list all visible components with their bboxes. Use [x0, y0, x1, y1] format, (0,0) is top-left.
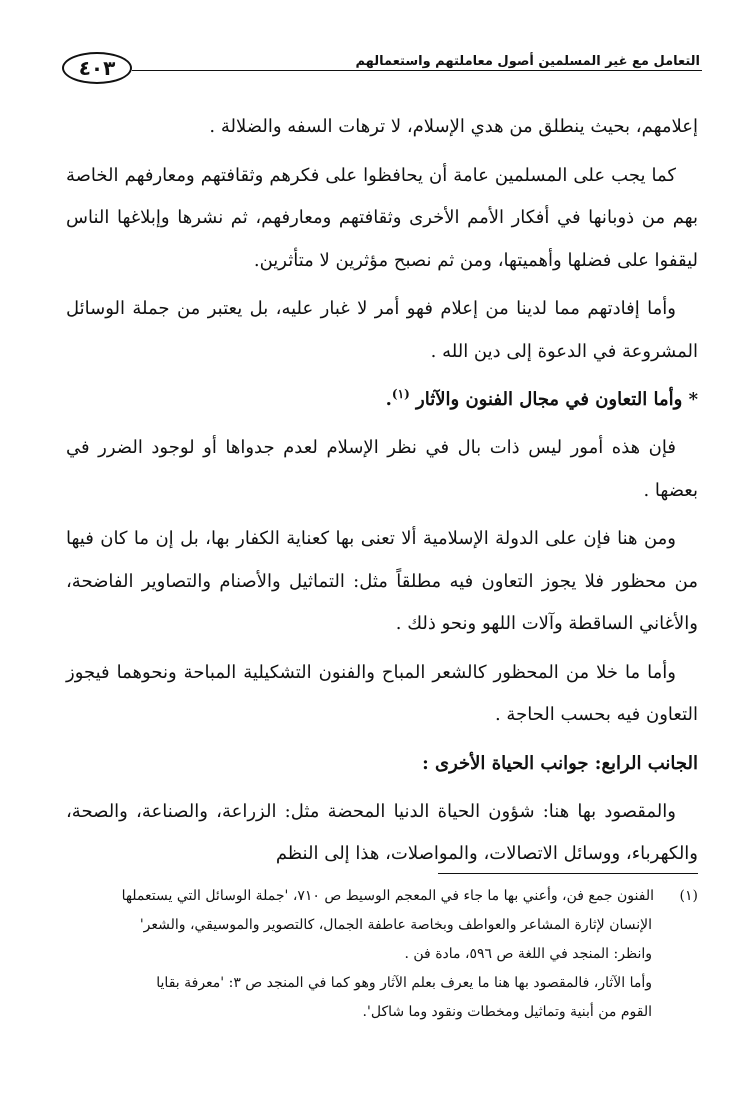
paragraph-prohibited: ومن هنا فإن على الدولة الإسلامية ألا تعنى بها كعناية الكفار بها، بل إن ما كان فيها من محظور فلا يجوز التعاون فيه مطلقاً مثل: التماثيل والأصنام والتصاوير الفاضحة، والأغاني الساقطة وآلات اللهو ونحو ذلك . [66, 528, 698, 634]
section-heading-arts-end: . [385, 389, 392, 410]
paragraph-preserve-culture: كما يجب على المسلمين عامة أن يحافظوا على فكرهم وثقافتهم ومعارفهم الخاصة بهم من ذوبانها في أفكار الأمم الأخرى وثقافتهم ومعارفهم، ثم نشرها وإبلاغها الناس ليقفوا على فضلها وأهميتها، ومن ثم نصبح مؤثرين لا متأثرين. [66, 164, 698, 271]
footnote-line [66, 882, 698, 911]
section-heading-arts-text: وأما التعاون في مجال الفنون والآثار [416, 389, 683, 410]
main-text [66, 106, 698, 882]
paragraph-continuation: إعلامهم، بحيث ينطلق من هدي الإسلام، لا ترهات السفه والضلالة . [209, 116, 698, 137]
section-heading-fourth-aspect: الجانب الرابع: جوانب الحياة الأخرى : [422, 752, 698, 774]
paragraph-media-benefit: وأما إفادتهم مما لدينا من إعلام فهو أمر لا غبار عليه، بل يعتبر من جملة الوسائل المشروعة في الدعوة إلى دين الله . [66, 298, 698, 362]
page-number: ٤٠٣ [62, 52, 132, 84]
footnote-text: الفنون جمع فن، وأعني بها ما جاء في المعجم الوسيط ص ٧١٠، 'جملة الوسائل التي يستعملها [121, 888, 654, 904]
running-header [62, 52, 702, 86]
paragraph-worldly-life: والمقصود بها هنا: شؤون الحياة الدنيا المحضة مثل: الزراعة، والصناعة، والصحة، والكهرباء، ووسائل الاتصالات، والمواصلات، هذا إلى النظم [66, 800, 698, 864]
running-title: التعامل مع غير المسلمين أصول معاملتهم واستعمالهم [355, 54, 700, 69]
paragraph-arts-value: فإن هذه أمور ليس ذات بال في نظر الإسلام لعدم جدواها أو لوجود الضرر في بعضها . [66, 437, 698, 501]
footnote-line: الإنسان لإثارة المشاعر والعواطف وبخاصة عاطفة الجمال، كالتصوير والموسيقي، والشعر' [139, 917, 652, 933]
asterisk-marker: * [688, 389, 698, 410]
footnote-line: وأما الآثار، فالمقصود بها هنا ما يعرف بعلم الآثار وهو كما في المنجد ص ٣: 'معرفة بقايا [156, 975, 652, 991]
header-rule [132, 70, 702, 71]
footnote-reference: (١) [391, 387, 410, 401]
footnote-number: (١) [679, 888, 698, 904]
footnote-line: وانظر: المنجد في اللغة ص ٥٩٦، مادة فن . [404, 946, 652, 962]
section-heading-arts [66, 379, 698, 421]
footnote-separator [438, 873, 698, 874]
paragraph-permitted: وأما ما خلا من المحظور كالشعر المباح والفنون التشكيلية المباحة ونحوهما فيجوز التعاون فيه بحسب الحاجة . [66, 661, 698, 725]
footnotes [66, 882, 698, 1027]
footnote-line: القوم من أبنية وتماثيل ومخطات ونقود وما شاكل'. [362, 1004, 652, 1020]
